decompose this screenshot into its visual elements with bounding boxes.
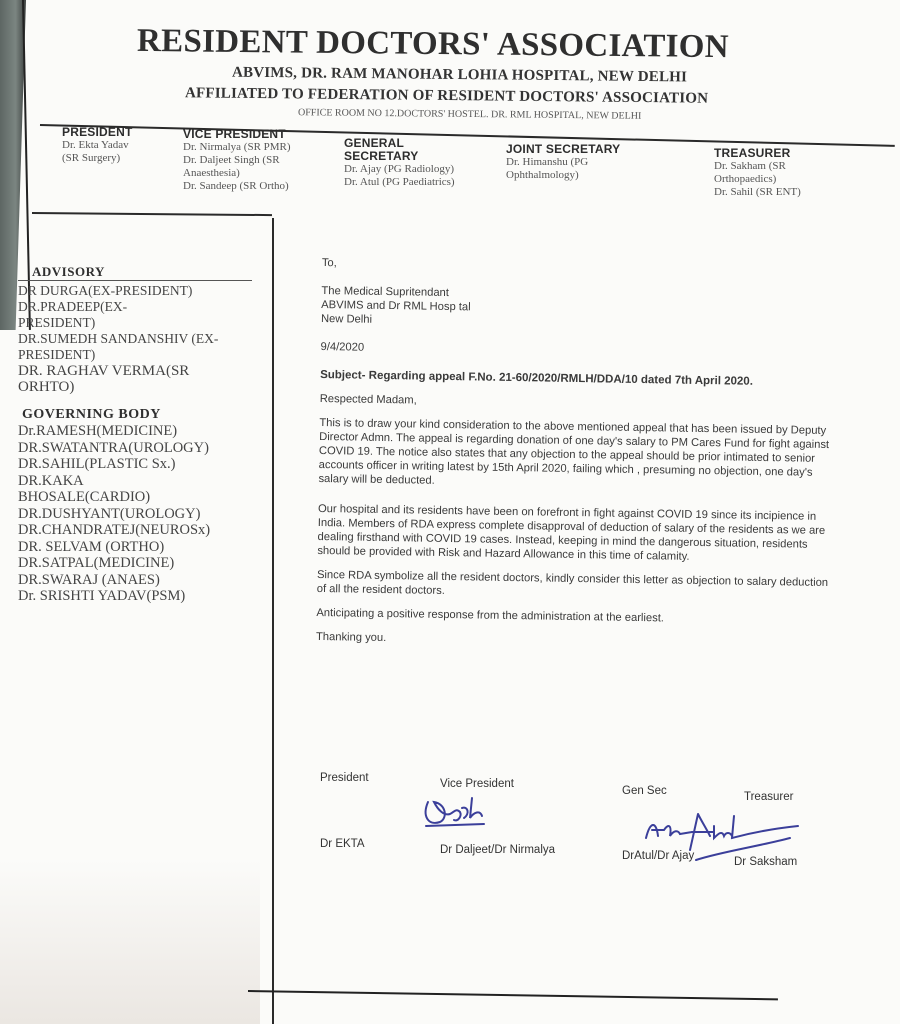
association-title: RESIDENT DOCTORS' ASSOCIATION [136,22,730,66]
letter-paragraph: Our hospital and its residents have been on forefront in fight against COVID 19 since its incipience in India. Members of RDA express complete disapproval of deduction of salary of the residents as we are dealing firsthand with COVID 19 cases. Instead, keeping in mind the dangerous situation, residents should be provided with Risk and Hazard Allowance in this time of calamity. [317,502,826,563]
officer-treasurer [714,147,801,199]
address-line: The Medical Supritendant [321,284,450,299]
officer-role: PRESIDENT [62,125,133,139]
advisory-heading: ADVISORY [18,264,252,281]
officer-dept: Anaesthesia) [183,167,240,179]
officer-role: GENERAL [344,136,405,150]
advisory-member: PRESIDENT) [18,347,96,362]
signature-title: Vice President [440,778,514,790]
officer-name: Dr. Sahil (SR ENT) [714,186,801,198]
signature-title: President [320,772,369,784]
letter-paragraph: Anticipating a positive response from the administration at the earliest. [316,606,665,625]
governing-member: Dr. SRISHTI YADAV(PSM) [18,588,186,604]
letter-closing: Thanking you. [315,630,387,645]
governing-member: DR.CHANDRATEJ(NEUROSx) [18,522,211,538]
officer-name: Dr. Sandeep (SR Ortho) [183,180,289,192]
office-address: OFFICE ROOM NO 12.DOCTORS' HOSTEL. DR. RML HOSPITAL, NEW DELHI [297,107,642,122]
advisory-member: ORHTO) [18,379,75,395]
advisory-member: PRESIDENT) [18,315,96,330]
sidebar [18,264,268,605]
address-line: ABVIMS and Dr RML Hosp tal [321,298,471,314]
officer-dept: Orthopaedics) [714,173,777,185]
advisory-member: DR.SUMEDH SANDANSHIV (EX- [18,331,219,346]
governing-body-heading: GOVERNING BODY [22,407,161,422]
advisory-member: DR DURGA(EX-PRESIDENT) [18,283,193,298]
officer-vice-president [183,128,291,193]
officer-dept: (SR Surgery) [62,152,121,164]
officer-name: Dr. Sakham (SR [714,160,786,172]
officer-dept: Ophthalmology) [506,169,579,181]
officer-name: Dr. Himanshu (PG [506,156,589,168]
governing-member: DR.SWATANTRA(UROLOGY) [18,439,209,456]
officer-name: Dr. Nirmalya (SR PMR) [183,141,291,153]
officers-divider [32,212,272,216]
governing-member: DR.DUSHYANT(UROLOGY) [18,505,201,522]
advisory-member: DR. RAGHAV VERMA(SR [18,363,190,379]
institution-line: ABVIMS, DR. RAM MANOHAR LOHIA HOSPITAL, NEW DELHI [231,64,688,86]
officer-joint-secretary [506,143,620,182]
letter-salutation: Respected Madam, [319,392,417,407]
officer-name: Dr. Daljeet Singh (SR [183,154,280,166]
officer-role: SECRETARY [344,149,419,163]
officer-role: TREASURER [714,146,791,160]
address-line: New Delhi [320,312,373,326]
letter-date: 9/4/2020 [320,340,365,354]
letter-paragraph: This is to draw your kind consideration to the above mentioned appeal that has been issued by Deputy Director Admn. The appeal is regarding donation of one day's salary to PM Cares Fund for fight against COVID 19. The notice also states that any objection to the appeal should be prior intimated to senior accounts officer in writing latest by 15th April 2020, failing which , presuming no objection, one day's salary will be deducted. [318,416,830,487]
governing-member: DR.SAHIL(PLASTIC Sx.) [18,456,176,472]
officer-name: Dr. Ajay (PG Radiology) [344,163,454,175]
letter-to: To, [321,256,337,270]
governing-member: Dr.RAMESH(MEDICINE) [18,423,178,439]
letter-paragraph: Since RDA symbolize all the resident doctors, kindly consider this letter as objection to salary deduction of all the resident doctors. [316,568,829,597]
signatory-name: Dr Saksham [734,856,798,868]
governing-member: DR. SELVAM (ORTHO) [18,538,165,555]
signature-title: Treasurer [744,791,794,803]
officer-role: VICE PRESIDENT [183,127,286,141]
governing-member: BHOSALE(CARDIO) [18,489,151,505]
governing-member: DR.SATPAL(MEDICINE) [18,555,175,571]
recipient-address [321,284,842,334]
vice-president-signature-icon [418,792,498,832]
governing-member: DR.KAKA [18,472,84,489]
governing-member: DR.SWARAJ (ANAES) [18,571,160,588]
signatory-name: Dr Daljeet/Dr Nirmalya [440,844,556,856]
officer-name: Dr. Ekta Yadav [62,139,129,151]
footer-divider [248,990,778,1000]
signatory-name: DrAtul/Dr Ajay [622,850,695,862]
signatory-name: Dr EKTA [320,838,365,850]
letter-body [316,256,842,662]
officer-general-secretary [344,137,455,189]
officer-name: Dr. Atul (PG Paediatrics) [344,176,455,188]
affiliation-line: AFFILIATED TO FEDERATION OF RESIDENT DOCTORS' ASSOCIATION [184,85,709,107]
officer-role: JOINT SECRETARY [506,142,621,156]
letter-subject: Subject- Regarding appeal F.No. 21-60/2020/RMLH/DDA/10 dated 7th April 2020. [320,368,754,388]
officer-president [62,126,132,165]
advisory-member: DR.PRADEEP(EX- [18,299,128,314]
signature-title: Gen Sec [622,785,667,797]
header-divider [40,124,895,147]
